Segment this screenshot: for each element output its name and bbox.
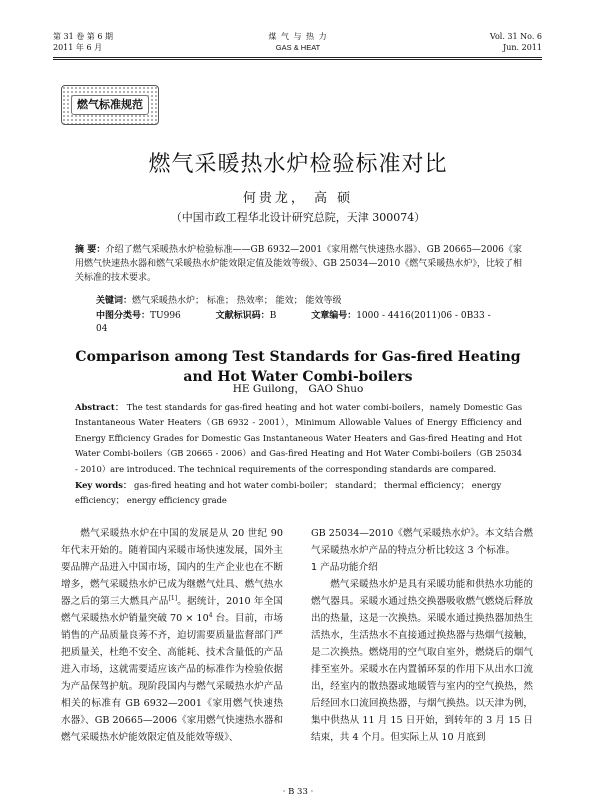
section-badge-label: 燃气标准规范 bbox=[71, 95, 149, 115]
article-title-cn: 燃气采暖热水炉检验标准对比 bbox=[148, 152, 448, 177]
abstract-en bbox=[75, 400, 522, 477]
page-number: · B 33 · bbox=[282, 787, 314, 797]
doc-code-label: 文献标识码： bbox=[215, 311, 270, 321]
article-title-en-line2: and Hot Water Combi-boilers bbox=[183, 369, 413, 385]
body-column-left bbox=[61, 525, 283, 746]
journal-name-cn: 煤 气 与 热 力 bbox=[268, 32, 328, 41]
clc-label: 中图分类号： bbox=[96, 311, 151, 321]
body-paragraph: 燃气采暖热水炉是具有采暖功能和供热水功能的燃气器具。采暖水通过热交换器吸收燃气燃烧后释放出的热量，这是一次换热。采暖水通过换热器加热生活热水，生活热水不直接通过换热器与热烟气接触，是二次换热。燃烧用的空气取自室外，燃烧后的烟气排至室外。采暖水在内置循环泵的作用下从出水口流出，经室内的散热器或地暖管与室内的空气换热，然后经回水口流回换热器，与烟气换热。以天津为例，集中供热从 11 月 15 日开始，到转年的 3 月 15 日结束，共 4 个月。但实际上从 10 月底到 bbox=[311, 579, 533, 743]
body-paragraph bbox=[61, 525, 283, 746]
classification-line bbox=[96, 310, 536, 336]
abstract-en-text: The test standards for gas-fired heating and hot water combi-boilers，namely Domestic Gas Instantaneous Water Heaters（GB 6932 - 2001），Minimum Allowable Values of Energy Efficiency and Energy Efficiency Grades for Domestic Gas Instantaneous Water Heaters and Gas-fired Heating and Hot Water Combi-boilers（GB 20665 - 2006）and Gas-fired Heating and Hot Water Combi-boilers（GB 25034 - 2010）are introduced. The technical requirements of the corresponding standards are compared. bbox=[75, 402, 522, 474]
header-date-en: Jun. 2011 bbox=[503, 43, 542, 52]
header-date: 2011 年 6 月 bbox=[53, 43, 103, 52]
abstract-cn bbox=[75, 243, 522, 285]
article-title-en-line1: Comparison among Test Standards for Gas-fired Heating bbox=[75, 349, 521, 365]
header-rule-bottom bbox=[53, 59, 542, 60]
clc-value: TU996 bbox=[150, 311, 181, 321]
abstract-cn-text: 介绍了燃气采暖热水炉检验标准——GB 6932—2001《家用燃气快速热水器》、GB 20665—2006《家用燃气快速热水器和燃气采暖热水炉能效限定值及能效等级》、GB 25034—2010《燃气采暖热水炉》，比较了相关标准的技术要求。 bbox=[75, 245, 522, 283]
abstract-en-label: Abstract： bbox=[75, 402, 124, 412]
body-column-right bbox=[311, 525, 533, 746]
authors-cn: 何贵龙， 高 硕 bbox=[242, 191, 354, 206]
running-header-center bbox=[248, 31, 348, 53]
body-paragraph: GB 25034—2010《燃气采暖热水炉》。本文结合燃气采暖热水炉产品的特点分析比较这 3 个标准。 bbox=[311, 528, 533, 556]
article-no-label: 文章编号： bbox=[311, 311, 357, 321]
header-rule-top bbox=[53, 57, 542, 58]
body-text: 燃气采暖热水炉在中国的发展是从 20 世纪 90 年代末开始的。随着国内采暖市场快速发展，国外主要品牌产品进入中国市场，国内的生产企业也在不断增多，燃气采暖热水炉已成为继燃气灶具、燃气热水器之后的第三大燃具产品 bbox=[61, 528, 283, 607]
keywords-en-label: Key words： bbox=[75, 480, 132, 490]
doc-code-value: B bbox=[269, 311, 277, 321]
keywords-cn-text: 燃气采暖热水炉； 标准； 热效率； 能效； 能效等级 bbox=[132, 296, 342, 306]
section-heading: 1 产品功能介绍 bbox=[311, 562, 378, 573]
citation-ref: [1] bbox=[168, 594, 178, 602]
affiliation-cn: （中国市政工程华北设计研究总院，天津 300074） bbox=[170, 211, 426, 224]
running-header-right bbox=[470, 31, 542, 53]
body-text: 。据统计，2010 年全国燃气采暖热水炉销量突破 70 × 10 bbox=[61, 596, 283, 624]
section-badge bbox=[61, 85, 159, 125]
article-title-en bbox=[60, 347, 536, 387]
exponent: 4 bbox=[208, 611, 213, 619]
running-header-left bbox=[53, 31, 126, 53]
header-volume-issue: 第 31 卷 第 6 期 bbox=[53, 32, 113, 41]
authors-en: HE Guilong， GAO Shuo bbox=[232, 383, 364, 395]
keywords-en-text: gas-fired heating and hot water combi-boiler； standard； thermal efficiency； energy efficiency； energy efficiency grade bbox=[75, 480, 502, 506]
article-no-value: 1000 - 4416(2011)06 - 0B33 - 04 bbox=[96, 311, 491, 334]
body-text: 台。目前，市场销售的产品质量良莠不齐，迫切需要质量监督部门严把质量关，杜绝不安全、高能耗、技术含量低的产品进入市场，这就需要适应该产品的标准作为检验依据为产品保驾护航。现阶段国内与燃气采暖热水炉产品相关的标准有 GB 6932—2001《家用燃气快速热水器》、GB 20665—2006《家用燃气快速热水器和燃气采暖热水炉能效限定值及能效等级》、 bbox=[61, 613, 283, 743]
journal-name-en: GAS & HEAT bbox=[275, 43, 321, 52]
header-volume-issue-en: Vol. 31 No. 6 bbox=[489, 32, 542, 41]
keywords-cn bbox=[96, 295, 526, 308]
abstract-cn-label: 摘 要： bbox=[75, 245, 106, 255]
keywords-en bbox=[75, 478, 522, 509]
keywords-cn-label: 关键词： bbox=[96, 296, 133, 306]
